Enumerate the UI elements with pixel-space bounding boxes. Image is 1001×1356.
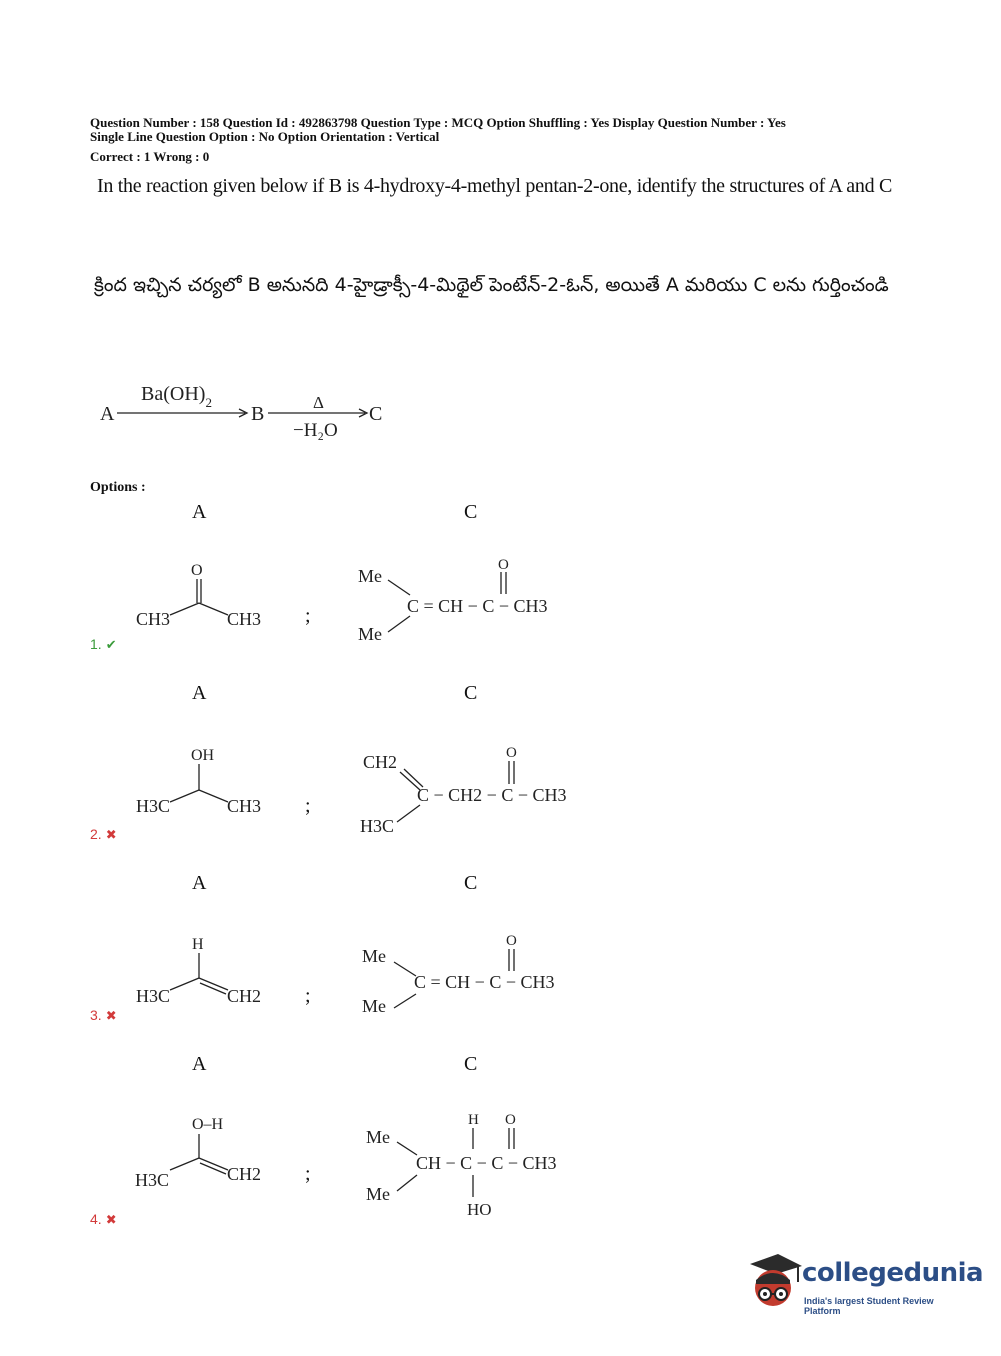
svg-text:Me: Me: [358, 624, 382, 644]
wrong-cross-icon: ✖: [105, 1008, 117, 1023]
svg-text:Me: Me: [362, 946, 386, 966]
svg-text:C − CH2 − C − CH3: C − CH2 − C − CH3: [417, 785, 567, 805]
svg-text:O: O: [506, 933, 517, 949]
svg-text:Me: Me: [366, 1127, 390, 1147]
option1-number[interactable]: 1. ✔: [90, 636, 117, 652]
svg-text:O: O: [505, 1112, 516, 1128]
svg-text:O–H: O–H: [192, 1116, 224, 1133]
species-c: C: [369, 403, 383, 425]
mascot-icon: [742, 1250, 804, 1316]
option1-structure-c: [355, 550, 595, 650]
option1-structure-a: [130, 555, 280, 640]
options-heading: Options :: [90, 480, 146, 495]
wrong-cross-icon: ✖: [105, 827, 117, 842]
reaction-scheme: [95, 370, 415, 450]
svg-text:CH − C − C − CH3: CH − C − C − CH3: [416, 1153, 557, 1173]
svg-text:Me: Me: [362, 996, 386, 1016]
option3-number[interactable]: 3. ✖: [90, 1007, 117, 1023]
option1-column-c: C: [464, 501, 478, 523]
option4-column-c: C: [464, 1053, 478, 1075]
option4-structure-c: [362, 1105, 602, 1225]
option3-structure-a: [130, 932, 280, 1017]
svg-text:O: O: [191, 562, 203, 579]
option3-column-a: A: [192, 872, 207, 894]
option4-separator: ;: [305, 1163, 311, 1185]
option1-separator: ;: [305, 605, 311, 627]
option2-column-c: C: [464, 682, 478, 704]
svg-text:CH3: CH3: [136, 609, 171, 629]
option2-structure-a: [130, 742, 280, 827]
svg-text:H3C: H3C: [135, 1170, 170, 1190]
option4-column-a: A: [192, 1053, 207, 1075]
svg-text:CH2: CH2: [227, 1164, 262, 1184]
svg-text:CH3: CH3: [227, 609, 262, 629]
svg-text:O: O: [506, 745, 517, 761]
svg-text:H: H: [192, 936, 204, 953]
svg-text:CH2: CH2: [363, 752, 398, 772]
svg-text:CH2: CH2: [227, 986, 262, 1006]
svg-text:Me: Me: [366, 1184, 390, 1204]
question-text-telugu: క్రింద ఇచ్చిన చర్యలో B అనునది 4-హైడ్రాక్సీ-4-మిథైల్ పెంటేన్-2-ఓన్, అయితే A మరియు C లను గుర్తించండి: [94, 274, 889, 296]
option2-separator: ;: [305, 795, 311, 817]
condition-minus-water: −H₂O: [293, 420, 338, 441]
option3-separator: ;: [305, 985, 311, 1007]
species-b: B: [251, 403, 265, 425]
question-meta-line2: Single Line Question Option : No Option Orientation : Vertical: [90, 129, 440, 144]
svg-text:C = CH − C − CH3: C = CH − C − CH3: [414, 972, 555, 992]
svg-text:CH3: CH3: [227, 796, 262, 816]
option4-number[interactable]: 4. ✖: [90, 1211, 117, 1227]
option2-structure-c: [355, 740, 595, 840]
brand-tagline: India's largest Student Review Platform: [804, 1296, 934, 1316]
option2-number[interactable]: 2. ✖: [90, 826, 117, 842]
option4-structure-a: [130, 1112, 280, 1197]
question-text-english: In the reaction given below if B is 4-hydroxy-4-methyl pentan-2-one, identify the structures of A and C: [97, 175, 893, 197]
svg-text:H3C: H3C: [136, 986, 171, 1006]
option1-column-a: A: [192, 501, 207, 523]
svg-text:Me: Me: [358, 566, 382, 586]
svg-text:HO: HO: [467, 1200, 492, 1219]
svg-text:H3C: H3C: [360, 816, 395, 836]
svg-text:H3C: H3C: [136, 796, 171, 816]
question-meta-line1: Question Number : 158 Question Id : 492863798 Question Type : MCQ Option Shuffling : Yes Display Question Number : Yes: [90, 115, 786, 130]
correct-check-icon: ✔: [105, 637, 117, 652]
brand-name: collegedunia: [802, 1258, 984, 1288]
marking-scheme: Correct : 1 Wrong : 0: [90, 149, 210, 164]
svg-text:O: O: [498, 557, 509, 573]
condition-heat: Δ: [313, 393, 324, 412]
option3-structure-c: [358, 930, 598, 1030]
species-a: A: [100, 403, 115, 425]
wrong-cross-icon: ✖: [105, 1212, 117, 1227]
svg-text:C = CH − C − CH3: C = CH − C − CH3: [407, 596, 548, 616]
option2-column-a: A: [192, 682, 207, 704]
option3-column-c: C: [464, 872, 478, 894]
collegedunia-logo[interactable]: [742, 1250, 984, 1320]
svg-text:H: H: [468, 1112, 479, 1128]
reagent-baoh2: $Ba(OH)_2$: [141, 383, 212, 410]
svg-text:OH: OH: [191, 747, 215, 764]
